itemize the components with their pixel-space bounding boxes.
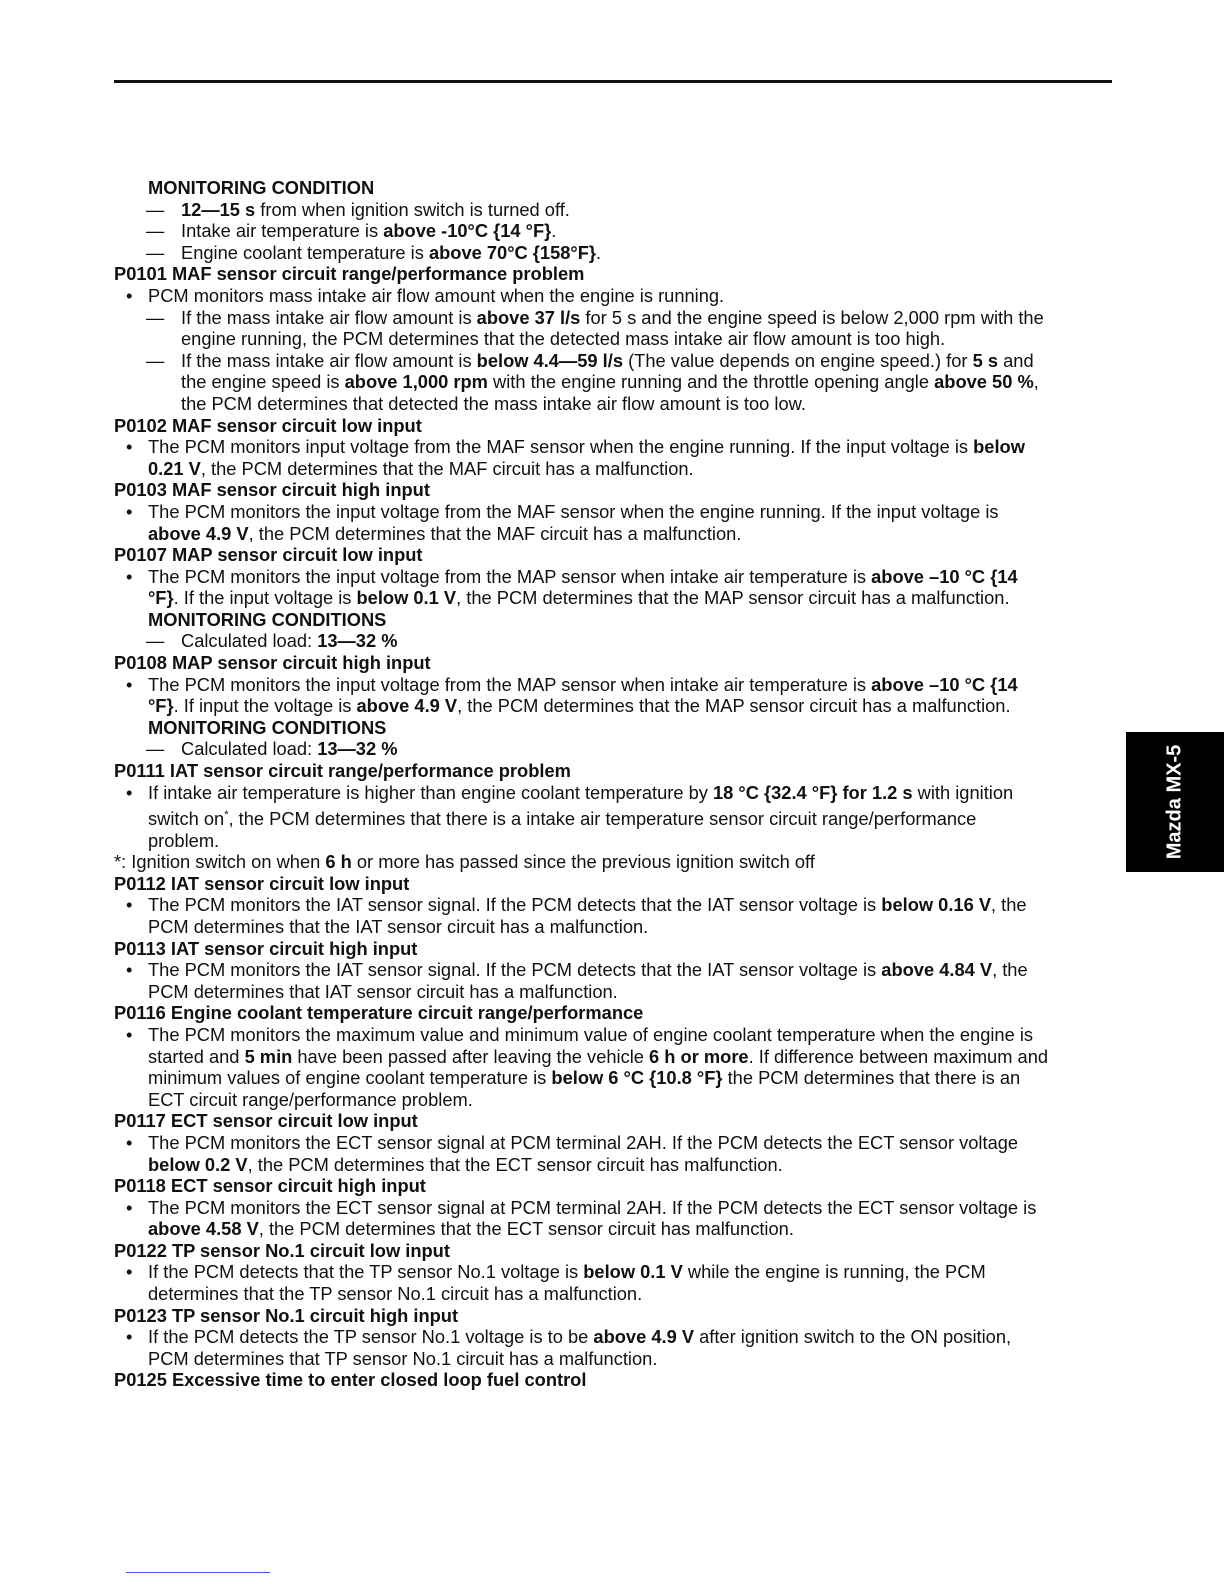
bold-text: 6 h or more [649, 1045, 749, 1067]
section-tab-label: Mazda MX-5 [1163, 744, 1186, 860]
bold-text: MONITORING CONDITIONS [148, 608, 387, 630]
bold-text: 5 s [972, 349, 999, 371]
text-line [114, 587, 1114, 609]
header-rule [114, 80, 1112, 83]
text: minimum values of engine coolant temperature is [148, 1067, 552, 1089]
bold-text: below 0.1 V [356, 587, 457, 609]
bullet-marker: • [126, 1023, 133, 1045]
text-line [114, 652, 1114, 674]
footnote-mark: * [224, 808, 229, 821]
text-line [114, 1154, 1114, 1176]
dash-marker: — [146, 198, 165, 220]
bullet-item [114, 1024, 1114, 1046]
text: The PCM monitors the IAT sensor signal. If the PCM detects that the IAT sensor voltage is [148, 959, 882, 981]
bold-text: P0102 MAF sensor circuit low input [114, 414, 422, 436]
bullet-marker: • [126, 1326, 133, 1348]
bold-text: P0122 TP sensor No.1 circuit low input [114, 1239, 450, 1261]
bold-text: P0117 ECT sensor circuit low input [114, 1110, 418, 1132]
bold-text: above 1,000 rpm [344, 371, 488, 393]
text: , the PCM determines that the MAF circuit has a malfunction. [248, 522, 742, 544]
text: , the PCM determines that the ECT sensor circuit has malfunction. [247, 1153, 783, 1175]
text-line [114, 371, 1114, 393]
text-line [114, 523, 1114, 545]
bold-text: below 6 °C {10.8 °F} [551, 1067, 723, 1089]
bold-text: above 4.9 V [356, 695, 458, 717]
text-line [114, 263, 1114, 285]
text: the engine speed is [181, 371, 345, 393]
text: If intake air temperature is higher than engine coolant temperature by [148, 781, 714, 803]
bullet-item [114, 285, 1114, 307]
text: the PCM determines that there is an [722, 1067, 1021, 1089]
bold-text: P0111 IAT sensor circuit range/performance problem [114, 760, 571, 782]
text-line [114, 1046, 1114, 1068]
bold-text: 13—32 % [317, 630, 398, 652]
bold-text: P0123 TP sensor No.1 circuit high input [114, 1304, 459, 1326]
dash-item [114, 220, 1114, 242]
dash-marker: — [146, 220, 165, 242]
bold-text: P0112 IAT sensor circuit low input [114, 872, 410, 894]
bullet-marker: • [126, 673, 133, 695]
dash-item [114, 307, 1114, 329]
text-line [114, 1110, 1114, 1132]
bullet-marker: • [126, 1261, 133, 1283]
text-line [114, 1002, 1114, 1024]
text-line [114, 177, 1114, 199]
bold-text: MONITORING CONDITION [148, 177, 375, 198]
bullet-item [114, 1326, 1114, 1348]
bold-text: 6 h [325, 851, 352, 873]
bullet-item [114, 959, 1114, 981]
bullet-item [114, 674, 1114, 696]
text: , the PCM determines that the MAF circuit has a malfunction. [200, 457, 694, 479]
text: PCM determines that the IAT sensor circuit has a malfunction. [148, 915, 649, 937]
text: Intake air temperature is [181, 220, 384, 242]
bold-text: above 4.9 V [148, 522, 249, 544]
bold-text: P0108 MAP sensor circuit high input [114, 652, 431, 674]
text: for 5 s and the engine speed is below 2,000 rpm with the [580, 306, 1044, 328]
text: . [596, 241, 602, 263]
text-line [114, 938, 1114, 960]
text-line [114, 328, 1114, 350]
bold-text: above –10 °C {14 [871, 565, 1018, 587]
text: The PCM monitors the input voltage from the MAF sensor when the engine running. If the input voltage is [148, 500, 999, 522]
text-line [114, 458, 1114, 480]
bold-text: above 4.9 V [593, 1326, 695, 1348]
text-line [114, 1218, 1114, 1240]
bullet-marker: • [126, 894, 133, 916]
bold-text: 0.21 V [148, 457, 201, 479]
bold-text: P0113 IAT sensor circuit high input [114, 937, 418, 959]
bold-text: above –10 °C {14 [871, 673, 1018, 695]
bold-text: below 0.1 V [583, 1261, 683, 1283]
bullet-marker: • [126, 1131, 133, 1153]
bullet-item [114, 501, 1114, 523]
text: engine running, the PCM determines that the detected mass intake air flow amount is too high. [181, 328, 946, 350]
bullet-item [114, 782, 1114, 804]
bold-text: above 4.58 V [148, 1218, 259, 1240]
text-line [114, 1348, 1114, 1370]
text: The PCM monitors the input voltage from the MAP sensor when intake air temperature is [148, 565, 872, 587]
bold-text: P0125 Excessive time to enter closed loop fuel control [114, 1369, 587, 1391]
bold-text: below 4.4—59 l/s [476, 349, 623, 371]
text: , the PCM determines that the MAP sensor circuit has a malfunction. [457, 695, 1011, 717]
text-line [114, 851, 1114, 873]
bold-text: above 70°C {158°F} [428, 241, 597, 263]
text: , the PCM determines that there is a intake air temperature sensor circuit range/performance [228, 808, 977, 830]
dash-item [114, 738, 1114, 760]
text: problem. [148, 829, 220, 851]
text-line [114, 1305, 1114, 1327]
text: while the engine is running, the PCM [682, 1261, 986, 1283]
text: with the engine running and the throttle opening angle [487, 371, 935, 393]
bullet-marker: • [126, 781, 133, 803]
text-line [114, 544, 1114, 566]
dash-marker: — [146, 738, 165, 760]
text: If the mass intake air flow amount is [181, 306, 477, 328]
bold-text: above 4.84 V [881, 959, 993, 981]
bullet-item [114, 1132, 1114, 1154]
text: the PCM determines that detected the mass intake air flow amount is too low. [181, 392, 806, 414]
text-line [114, 717, 1114, 739]
text: from when ignition switch is turned off. [255, 198, 570, 220]
text: Engine coolant temperature is [181, 241, 429, 263]
text-line [114, 1067, 1114, 1089]
bold-text: MONITORING CONDITIONS [148, 716, 387, 738]
bold-text: P0103 MAF sensor circuit high input [114, 479, 430, 501]
dash-item [114, 199, 1114, 221]
dash-marker: — [146, 241, 165, 263]
text: and [998, 349, 1034, 371]
text-line [114, 609, 1114, 631]
document-body [114, 177, 1114, 1391]
bold-text: P0118 ECT sensor circuit high input [114, 1175, 426, 1197]
bullet-item [114, 566, 1114, 588]
bold-text: below 0.16 V [881, 894, 992, 916]
bullet-marker: • [126, 500, 133, 522]
text: ECT circuit range/performance problem. [148, 1088, 473, 1110]
text-line [114, 873, 1114, 895]
text: with ignition [912, 781, 1014, 803]
bullet-item [114, 436, 1114, 458]
dash-marker: — [146, 630, 165, 652]
bullet-item [114, 1261, 1114, 1283]
bold-text: 5 min [244, 1045, 293, 1067]
text: . [551, 220, 557, 242]
text: after ignition switch to the ON position, [694, 1326, 1012, 1348]
text: The PCM monitors the maximum value and minimum value of engine coolant temperature when the engine is [148, 1023, 1034, 1045]
text-line [114, 695, 1114, 717]
text: . If the input voltage is [173, 587, 357, 609]
dash-item [114, 350, 1114, 372]
text: started and [148, 1045, 245, 1067]
bold-text: 12—15 s [181, 198, 256, 220]
text: (The value depends on engine speed.) for [622, 349, 973, 371]
section-tab[interactable] [1126, 732, 1224, 872]
text: PCM monitors mass intake air flow amount when the engine is running. [148, 284, 725, 306]
text-line [114, 1369, 1114, 1391]
text: determines that the TP sensor No.1 circuit has a malfunction. [148, 1283, 643, 1305]
text: , the [991, 894, 1027, 916]
bullet-marker: • [126, 959, 133, 981]
text: . If difference between maximum and [748, 1045, 1049, 1067]
text-line [114, 981, 1114, 1003]
bold-text: above 37 l/s [476, 306, 581, 328]
text: The PCM monitors the ECT sensor signal at PCM terminal 2AH. If the PCM detects the ECT sensor voltage is [148, 1196, 1037, 1218]
bold-text: 13—32 % [317, 738, 398, 760]
text: Calculated load: [181, 738, 318, 760]
bold-text: below 0.2 V [148, 1153, 248, 1175]
text: , the PCM determines that the MAP sensor circuit has a malfunction. [456, 587, 1010, 609]
bullet-item [114, 1197, 1114, 1219]
text: or more has passed since the previous ignition switch off [351, 851, 815, 873]
text: switch on [148, 808, 225, 830]
bullet-marker: • [126, 1196, 133, 1218]
bold-text: P0116 Engine coolant temperature circuit range/performance [114, 1002, 644, 1024]
text: The PCM monitors the input voltage from the MAP sensor when intake air temperature is [148, 673, 872, 695]
text: The PCM monitors the IAT sensor signal. If the PCM detects that the IAT sensor voltage is [148, 894, 882, 916]
text-line [114, 830, 1114, 852]
text: PCM determines that IAT sensor circuit has a malfunction. [148, 980, 618, 1002]
bold-text: 18 °C {32.4 °F} for 1.2 s [713, 781, 913, 803]
bullet-marker: • [126, 565, 133, 587]
text: If the PCM detects that the TP sensor No.1 voltage is [148, 1261, 584, 1283]
text-line [114, 760, 1114, 782]
bold-text: P0101 MAF sensor circuit range/performance problem [114, 263, 585, 285]
text: , the [992, 959, 1028, 981]
dash-marker: — [146, 306, 165, 328]
bullet-marker: • [126, 284, 133, 306]
bold-text: °F} [148, 587, 174, 609]
text: , [1033, 371, 1039, 393]
text: If the mass intake air flow amount is [181, 349, 477, 371]
bold-text: above 50 % [934, 371, 1034, 393]
bullet-marker: • [126, 436, 133, 458]
text: , the PCM determines that the ECT sensor circuit has malfunction. [258, 1218, 794, 1240]
dash-item [114, 242, 1114, 264]
text: If the PCM detects the TP sensor No.1 voltage is to be [148, 1326, 594, 1348]
bold-text: P0107 MAP sensor circuit low input [114, 544, 423, 566]
text: have been passed after leaving the vehicle [292, 1045, 650, 1067]
bold-text: below [973, 436, 1025, 458]
dash-item [114, 630, 1114, 652]
footer-link-underline [126, 1572, 270, 1573]
bold-text: °F} [148, 695, 174, 717]
text-line [114, 393, 1114, 415]
bold-text: above -10°C {14 °F} [383, 220, 552, 242]
text-line [114, 1240, 1114, 1262]
text: PCM determines that TP sensor No.1 circuit has a malfunction. [148, 1347, 658, 1369]
text-line [114, 1175, 1114, 1197]
text-line [114, 1283, 1114, 1305]
text: The PCM monitors the ECT sensor signal at PCM terminal 2AH. If the PCM detects the ECT sensor voltage [148, 1131, 1019, 1153]
text-line [114, 415, 1114, 437]
text-line [114, 916, 1114, 938]
dash-marker: — [146, 349, 165, 371]
text-line [114, 803, 1114, 829]
text-line [114, 479, 1114, 501]
text-line [114, 1089, 1114, 1111]
text: Calculated load: [181, 630, 318, 652]
text: *: Ignition switch on when [114, 851, 326, 873]
text: . If input the voltage is [173, 695, 357, 717]
bullet-item [114, 894, 1114, 916]
text: The PCM monitors input voltage from the MAF sensor when the engine running. If the input voltage is [148, 436, 974, 458]
